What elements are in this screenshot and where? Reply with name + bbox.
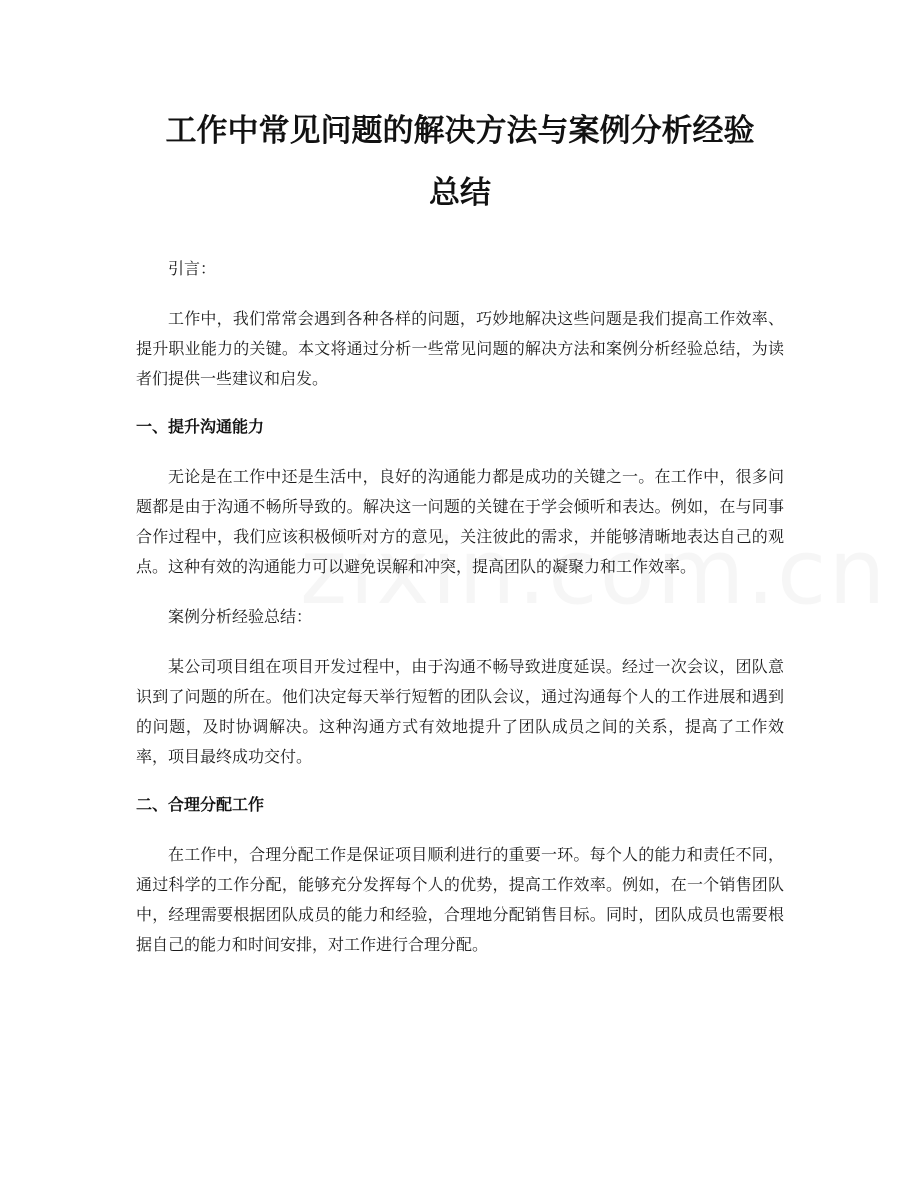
section-2-heading: 二、合理分配工作 xyxy=(136,795,265,814)
case-analysis-paragraph: 某公司项目组在项目开发过程中，由于沟通不畅导致进度延误。经过一次会议，团队意识到了问题的所在。他们决定每天举行短暂的团队会议，通过沟通每个人的工作进展和遇到的问题，及时协调解决。这种沟通方式有效地提升了团队成员之间的关系，提高了工作效率，项目最终成功交付。 xyxy=(136,657,784,766)
intro-paragraph: 工作中，我们常常会遇到各种各样的问题，巧妙地解决这些问题是我们提高工作效率、提升职业能力的关键。本文将通过分析一些常见问题的解决方法和案例分析经验总结，为读者们提供一些建议和启发。 xyxy=(136,309,784,388)
section-1-heading: 一、提升沟通能力 xyxy=(136,417,265,436)
section-1-paragraph: 无论是在工作中还是生活中，良好的沟通能力都是成功的关键之一。在工作中，很多问题都是由于沟通不畅所导致的。解决这一问题的关键在于学会倾听和表达。例如，在与同事合作过程中，我们应该积极倾听对方的意见，关注彼此的需求，并能够清晰地表达自己的观点。这种有效的沟通能力可以避免误解和冲突，提高团队的凝聚力和工作效率。 xyxy=(136,467,784,576)
case-analysis-label: 案例分析经验总结： xyxy=(168,607,313,626)
document-title xyxy=(136,100,784,224)
title-line-2: 总结 xyxy=(429,175,491,211)
title-line-1: 工作中常见问题的解决方法与案例分析经验 xyxy=(165,113,755,149)
section-2-paragraph: 在工作中，合理分配工作是保证项目顺利进行的重要一环。每个人的能力和责任不同，通过科学的工作分配，能够充分发挥每个人的优势，提高工作效率。例如，在一个销售团队中，经理需要根据团队成员的能力和经验，合理地分配销售目标。同时，团队成员也需要根据自己的能力和时间安排，对工作进行合理分配。 xyxy=(136,845,784,954)
intro-label: 引言： xyxy=(168,259,217,278)
